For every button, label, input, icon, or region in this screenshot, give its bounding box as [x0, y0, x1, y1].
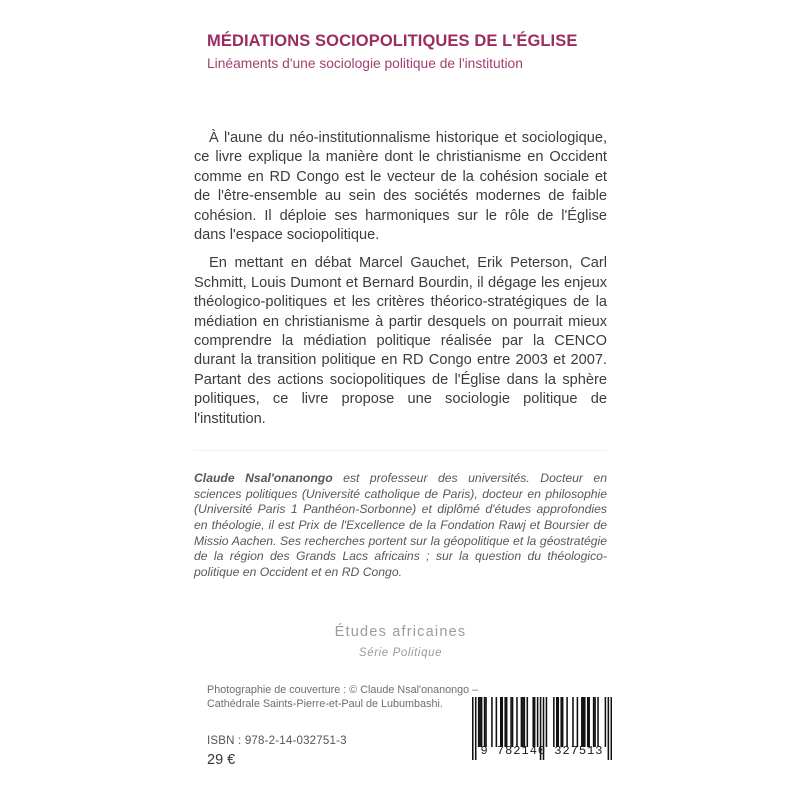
- bio-divider: [194, 450, 607, 451]
- collection-block: [194, 624, 607, 659]
- collection-name: Études africaines: [334, 624, 467, 640]
- credit-line-1: Photographie de couverture : © Claude Nsal'onanongo –: [207, 684, 479, 696]
- author-bio-text: est professeur des universités. Docteur en sciences politiques (Université catholique de Paris), docteur en philosophie (Université Paris 1 Panthéon-Sorbonne) et diplômé d'études approfondies en théologie, il est Prix de l'Excellence de la Fondation Rawj et Boursier de Missio Aachen. Ses recherches portent sur la géopolitique et la géostratégie de la région des Grands Lacs africains ; sur la question du théologico-politique en Occident et en RD Congo.: [194, 471, 607, 579]
- book-title: MÉDIATIONS SOCIOPOLITIQUES DE L'ÉGLISE: [207, 32, 578, 50]
- synopsis: [194, 129, 607, 429]
- book-subtitle: Linéaments d'une sociologie politique de l'institution: [207, 55, 523, 71]
- barcode-digits: 9 782140 327513: [480, 744, 604, 758]
- synopsis-paragraph-2: En mettant en débat Marcel Gauchet, Erik Peterson, Carl Schmitt, Louis Dumont et Bernard Bourdin, il dégage les enjeux théologico-politiques et les critères théorico-stratégiques de la médiation en christianisme à partir desquels on pourrait mieux comprendre la médiation politique réalisée par la CENCO durant la transition politique en RD Congo entre 2003 et 2007. Partant des actions sociopolitiques de l'Église dans la sphère politiques, ce livre propose une sociologie politique de l'institution.: [194, 255, 607, 427]
- author-bio: [194, 471, 607, 580]
- author-name: Claude Nsal'onanongo: [194, 471, 333, 486]
- title-block: [207, 31, 617, 72]
- synopsis-paragraph-1: À l'aune du néo-institutionnalisme historique et sociologique, ce livre explique la manière dont le christianisme en Occident comme en RD Congo est le vecteur de la cohésion sociale et de l'être-ensemble au sein des sociétés modernes de faible cohésion. Il déploie ses harmoniques sur le rôle de l'Église dans l'espace sociopolitique.: [194, 130, 607, 244]
- collection-series: Série Politique: [358, 647, 443, 659]
- credit-line-2: Cathédrale Saints-Pierre-et-Paul de Lubumbashi.: [207, 697, 443, 710]
- barcode: [472, 697, 612, 767]
- price-label: 29 €: [207, 752, 236, 768]
- footer-left: [207, 735, 347, 768]
- isbn-label: ISBN : 978-2-14-032751-3: [207, 735, 347, 747]
